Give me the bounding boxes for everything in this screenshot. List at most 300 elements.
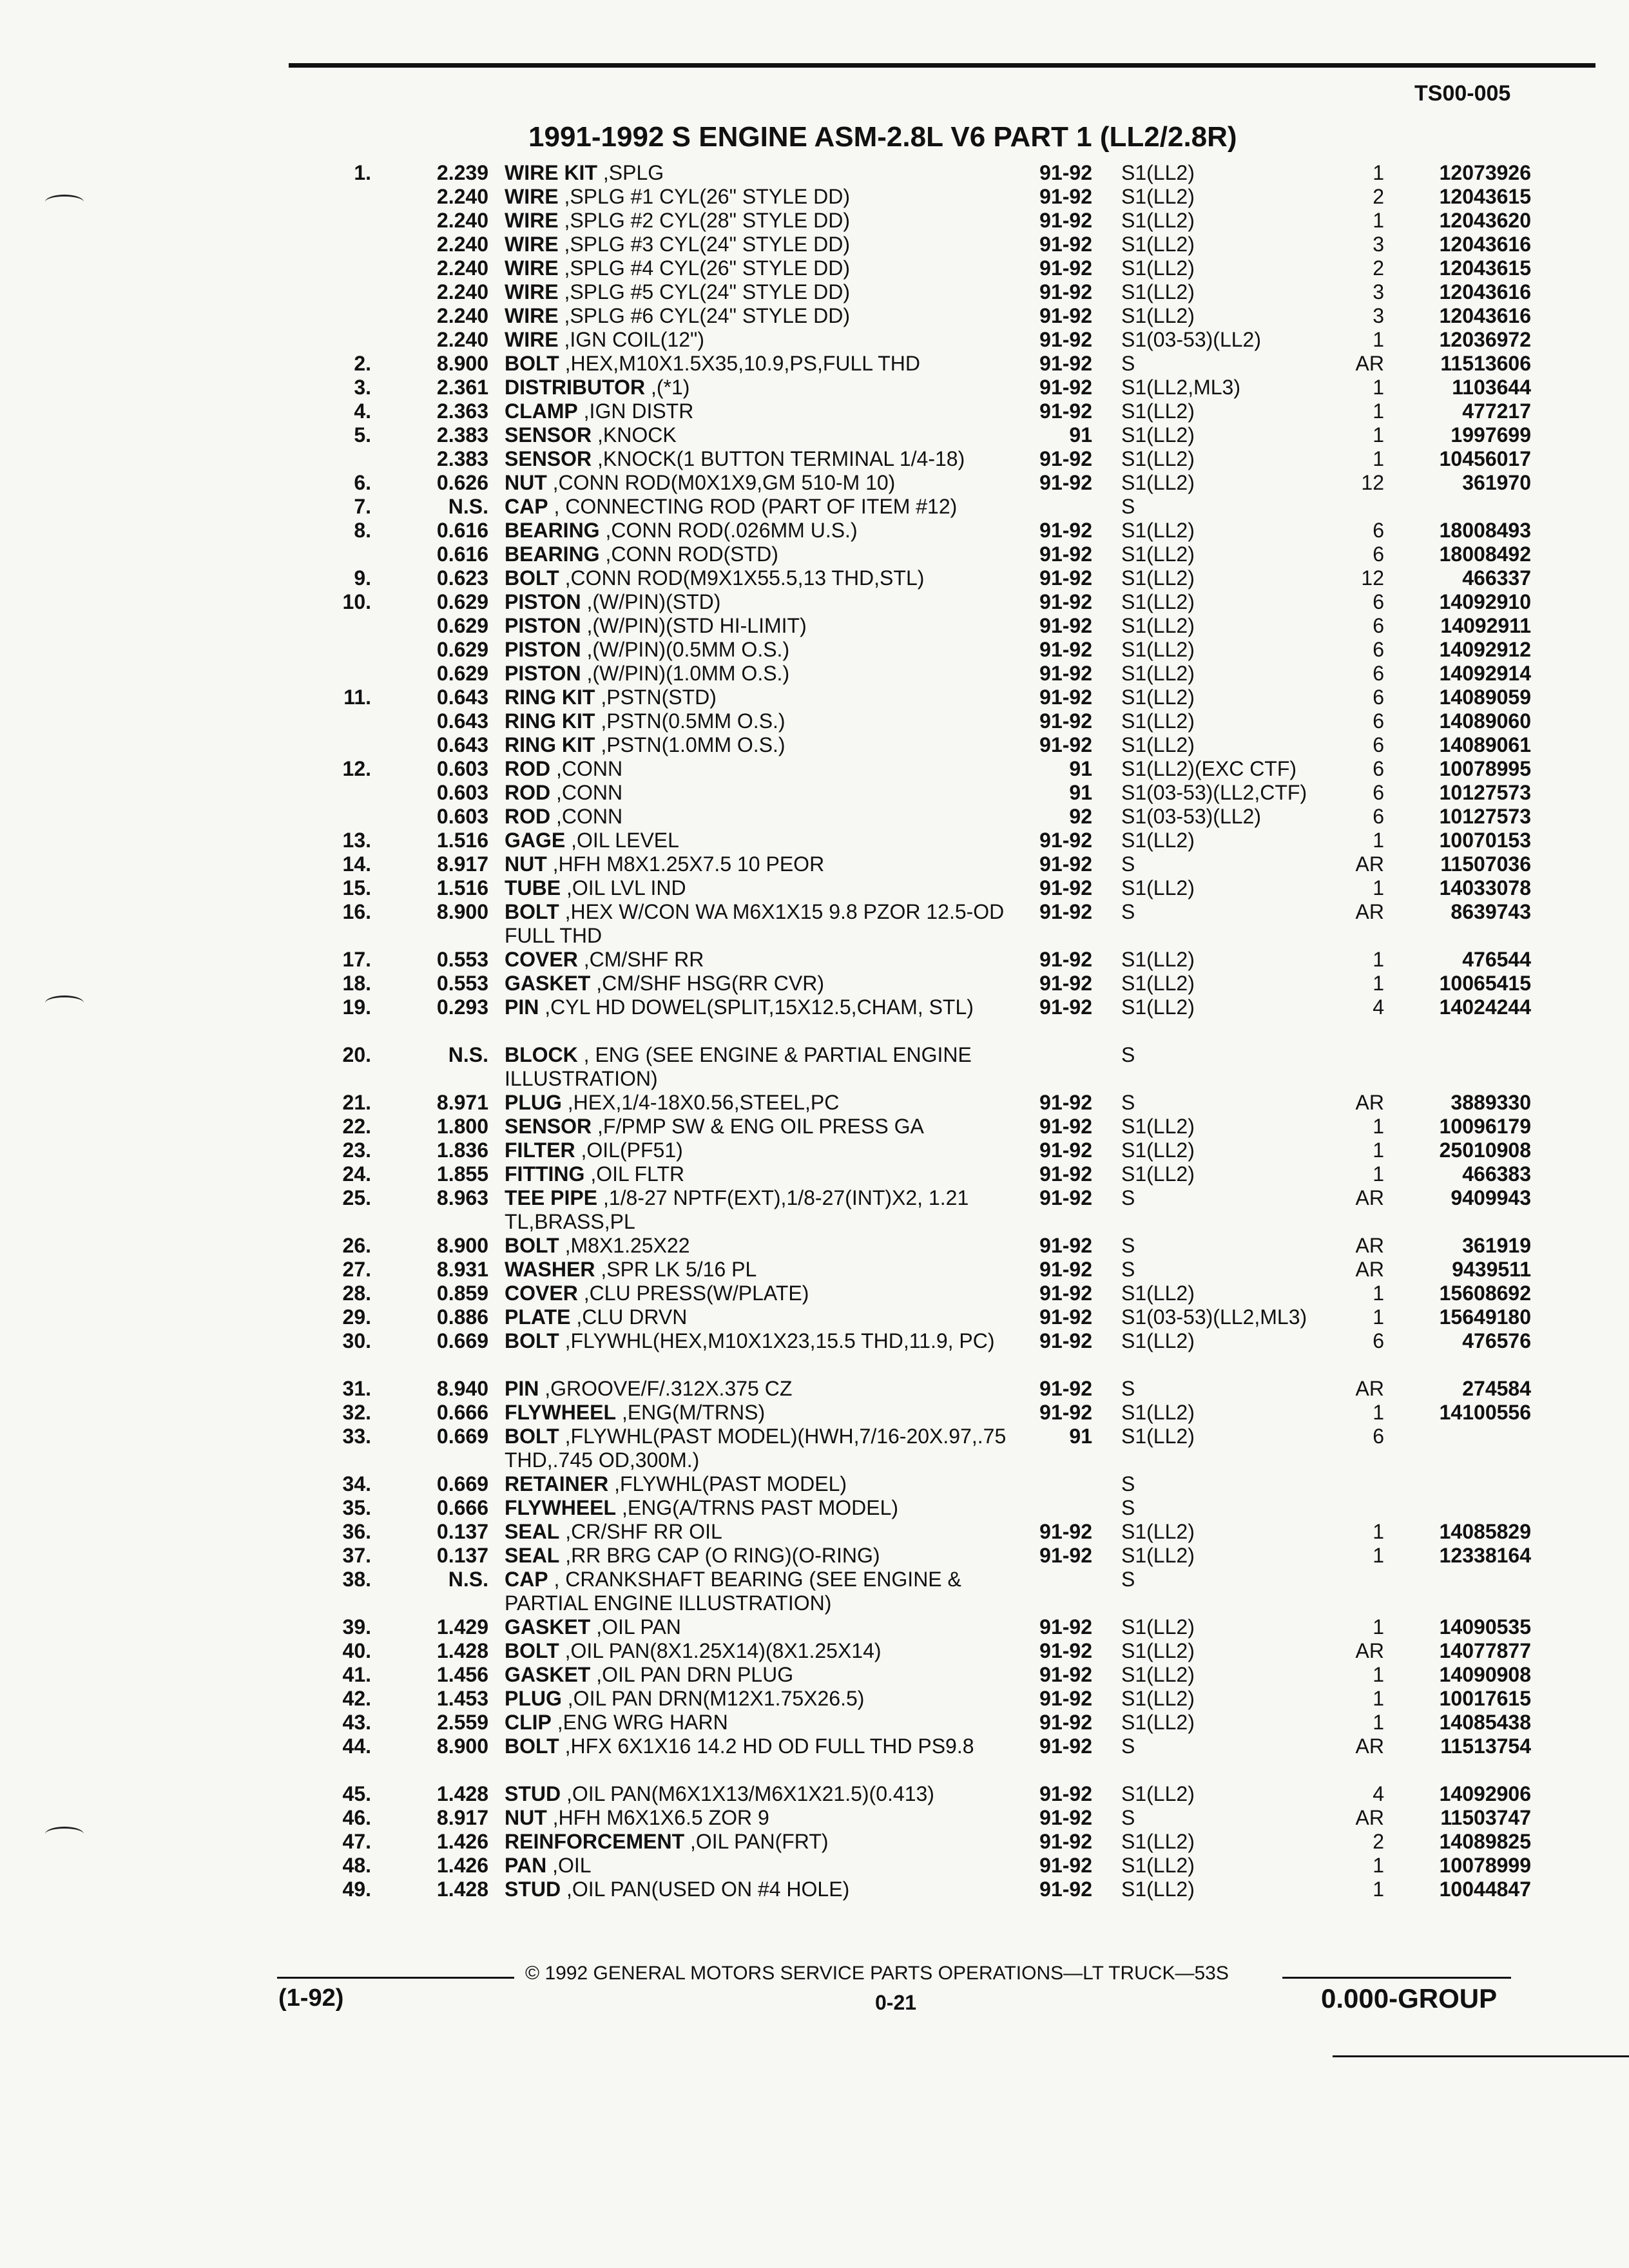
part-number: 14092910 xyxy=(1439,590,1531,613)
quantity: 1 xyxy=(1373,209,1384,232)
group-number: 0.669 xyxy=(436,1329,488,1352)
part-description xyxy=(505,1305,1020,1329)
model-years: 91-92 xyxy=(1039,209,1092,232)
item-number: 38. xyxy=(342,1568,371,1591)
group-number: 0.137 xyxy=(436,1520,488,1543)
quantity: 6 xyxy=(1373,543,1384,566)
part-detail: ,(W/PIN)(STD) xyxy=(586,590,721,613)
group-number: 8.971 xyxy=(436,1091,488,1114)
part-description xyxy=(505,805,1020,829)
part-number: 14085438 xyxy=(1439,1711,1531,1734)
part-name: BOLT xyxy=(505,1735,559,1758)
item-number: 4. xyxy=(354,399,371,423)
item-number: 14. xyxy=(342,852,371,876)
part-number: 476576 xyxy=(1462,1329,1531,1352)
quantity: AR xyxy=(1355,1377,1384,1400)
group-number: 1.428 xyxy=(436,1639,488,1662)
model-years: 91-92 xyxy=(1039,447,1092,470)
part-number: 10127573 xyxy=(1439,781,1531,804)
group-number: 0.629 xyxy=(436,638,488,661)
series-code: S xyxy=(1121,495,1135,518)
part-description xyxy=(505,948,1020,972)
part-description xyxy=(505,566,1020,590)
part-number: 12043616 xyxy=(1439,280,1531,303)
table-row xyxy=(0,376,1629,399)
quantity: 1 xyxy=(1373,1305,1384,1329)
part-detail: ,HFX 6X1X16 14.2 HD OD FULL THD PS9.8 xyxy=(564,1735,974,1758)
group-number: 0.666 xyxy=(436,1401,488,1424)
group-number: 0.666 xyxy=(436,1496,488,1519)
table-row xyxy=(0,233,1629,256)
part-detail: ,CONN xyxy=(556,805,623,828)
model-years: 91 xyxy=(1069,781,1092,804)
table-row xyxy=(0,1711,1629,1735)
part-description xyxy=(505,1282,1020,1305)
part-description xyxy=(505,423,1020,447)
quantity: 1 xyxy=(1373,328,1384,351)
model-years: 91-92 xyxy=(1039,543,1092,566)
series-code: S xyxy=(1121,1496,1135,1519)
item-number: 13. xyxy=(342,829,371,852)
part-description xyxy=(505,1258,1020,1282)
table-row xyxy=(0,328,1629,352)
quantity: AR xyxy=(1355,1806,1384,1829)
part-name: BOLT xyxy=(505,900,559,923)
part-detail: ,OIL PAN DRN(M12X1.75X26.5) xyxy=(567,1687,865,1710)
part-description xyxy=(505,1496,1020,1520)
quantity: 6 xyxy=(1373,1425,1384,1448)
table-row xyxy=(0,1830,1629,1854)
item-number: 46. xyxy=(342,1806,371,1829)
quantity: 1 xyxy=(1373,1139,1384,1162)
series-code: S1(LL2) xyxy=(1121,1162,1195,1186)
quantity: AR xyxy=(1355,1234,1384,1257)
part-detail: ,M8X1.25X22 xyxy=(564,1234,690,1257)
group-number: 2.361 xyxy=(436,376,488,399)
part-detail: ,CM/SHF HSG(RR CVR) xyxy=(596,972,824,995)
model-years: 91-92 xyxy=(1039,709,1092,733)
part-description xyxy=(505,1806,1020,1830)
part-number: 8639743 xyxy=(1451,900,1531,923)
quantity: 6 xyxy=(1373,686,1384,709)
part-detail: ,OIL PAN DRN PLUG xyxy=(596,1663,794,1686)
part-detail: ,HEX,M10X1.5X35,10.9,PS,FULL THD xyxy=(564,352,920,375)
part-description xyxy=(505,709,1020,733)
part-number: 14089059 xyxy=(1439,686,1531,709)
series-code: S1(LL2) xyxy=(1121,948,1195,971)
part-name: FILTER xyxy=(505,1139,575,1162)
quantity: 2 xyxy=(1373,256,1384,280)
part-description xyxy=(505,328,1020,352)
part-name: BOLT xyxy=(505,566,559,590)
part-name: BOLT xyxy=(505,1425,559,1448)
part-detail: ,KNOCK xyxy=(597,423,677,447)
part-number: 12043616 xyxy=(1439,233,1531,256)
series-code: S1(03-53)(LL2) xyxy=(1121,805,1261,828)
series-code: S1(LL2) xyxy=(1121,161,1195,184)
quantity: 1 xyxy=(1373,161,1384,184)
part-description xyxy=(505,1878,1020,1901)
group-number: 2.239 xyxy=(436,161,488,184)
group-number: N.S. xyxy=(448,495,488,518)
model-years: 91-92 xyxy=(1039,1258,1092,1281)
part-name: WIRE xyxy=(505,328,559,351)
part-number: 15608692 xyxy=(1439,1282,1531,1305)
part-description xyxy=(505,733,1020,757)
part-detail: ,CONN ROD(M0X1X9,GM 510-M 10) xyxy=(552,471,896,494)
table-row xyxy=(0,1186,1629,1234)
part-name: PISTON xyxy=(505,662,581,685)
table-row xyxy=(0,352,1629,376)
part-detail: ,RR BRG CAP (O RING)(O-RING) xyxy=(565,1544,880,1567)
part-number: 18008493 xyxy=(1439,519,1531,542)
model-years: 91-92 xyxy=(1039,995,1092,1019)
footer-rule-left xyxy=(277,1977,514,1979)
margin-mark xyxy=(45,195,84,209)
quantity: 6 xyxy=(1373,614,1384,637)
group-number: 0.616 xyxy=(436,543,488,566)
group-number: 8.917 xyxy=(436,1806,488,1829)
series-code: S xyxy=(1121,900,1135,923)
group-number: N.S. xyxy=(448,1568,488,1591)
series-code: S1(LL2) xyxy=(1121,1115,1195,1138)
item-number: 11. xyxy=(343,686,371,709)
item-number: 28. xyxy=(342,1282,371,1305)
series-code: S1(03-53)(LL2,ML3) xyxy=(1121,1305,1307,1329)
part-number: 14092906 xyxy=(1439,1782,1531,1805)
page-number: 0-21 xyxy=(875,1991,917,2014)
part-detail: ,(W/PIN)(1.0MM O.S.) xyxy=(586,662,790,685)
table-row xyxy=(0,948,1629,972)
quantity: 3 xyxy=(1373,233,1384,256)
series-code: S xyxy=(1121,1377,1135,1400)
part-name: WIRE xyxy=(505,233,559,256)
model-years: 91-92 xyxy=(1039,328,1092,351)
part-detail: ,SPR LK 5/16 PL xyxy=(601,1258,757,1281)
part-number: 14090908 xyxy=(1439,1663,1531,1686)
model-years: 91-92 xyxy=(1039,1735,1092,1758)
table-row xyxy=(0,1639,1629,1663)
group-number: 1.516 xyxy=(436,876,488,899)
part-detail: ,OIL PAN(USED ON #4 HOLE) xyxy=(566,1878,850,1901)
part-name: SENSOR xyxy=(505,447,592,470)
quantity: 6 xyxy=(1373,757,1384,780)
table-row xyxy=(0,829,1629,852)
part-detail: ,(*1) xyxy=(650,376,690,399)
item-number: 24. xyxy=(342,1162,371,1186)
table-row xyxy=(0,781,1629,805)
part-number: 274584 xyxy=(1462,1377,1531,1400)
model-years: 91-92 xyxy=(1039,1544,1092,1567)
table-row xyxy=(0,1377,1629,1401)
part-description xyxy=(505,280,1020,304)
part-number: 14077877 xyxy=(1439,1639,1531,1662)
part-detail: ,SPLG #1 CYL(26" STYLE DD) xyxy=(564,185,850,208)
part-number: 476544 xyxy=(1462,948,1531,971)
table-row xyxy=(0,709,1629,733)
group-number: N.S. xyxy=(448,1043,488,1066)
group-number: 1.426 xyxy=(436,1830,488,1853)
quantity: AR xyxy=(1355,1091,1384,1114)
model-years: 91-92 xyxy=(1039,972,1092,995)
part-name: STUD xyxy=(505,1782,561,1805)
series-code: S1(LL2) xyxy=(1121,1854,1195,1877)
group-number: 0.629 xyxy=(436,614,488,637)
item-number: 6. xyxy=(354,471,371,494)
part-number: 11507036 xyxy=(1440,852,1531,876)
group-label: 0.000-GROUP xyxy=(1321,1983,1498,2013)
table-row xyxy=(0,1115,1629,1139)
part-detail: ,CLU DRVN xyxy=(576,1305,688,1329)
series-code: S1(LL2) xyxy=(1121,1639,1195,1662)
group-number: 2.240 xyxy=(436,256,488,280)
part-name: WIRE xyxy=(505,185,559,208)
series-code: S1(LL2) xyxy=(1121,566,1195,590)
model-years: 91-92 xyxy=(1039,686,1092,709)
item-number: 30. xyxy=(342,1329,371,1352)
group-number: 0.553 xyxy=(436,948,488,971)
part-number: 14085829 xyxy=(1439,1520,1531,1543)
model-years: 91-92 xyxy=(1039,1711,1092,1734)
table-row xyxy=(0,1401,1629,1425)
item-number: 39. xyxy=(342,1615,371,1639)
model-years: 91-92 xyxy=(1039,233,1092,256)
group-number: 0.629 xyxy=(436,590,488,613)
part-description xyxy=(505,1544,1020,1568)
table-row xyxy=(0,1329,1629,1377)
part-number: 466337 xyxy=(1462,566,1531,590)
part-name: SEAL xyxy=(505,1544,560,1567)
part-name: DISTRIBUTOR xyxy=(505,376,646,399)
model-years: 91-92 xyxy=(1039,662,1092,685)
item-number: 10. xyxy=(342,590,371,613)
table-row xyxy=(0,852,1629,876)
part-detail: ,CONN ROD(STD) xyxy=(605,543,778,566)
quantity: 6 xyxy=(1373,519,1384,542)
part-name: ROD xyxy=(505,805,551,828)
part-description xyxy=(505,161,1020,185)
group-number: 8.900 xyxy=(436,900,488,923)
table-row xyxy=(0,471,1629,495)
series-code: S1(LL2) xyxy=(1121,638,1195,661)
item-number: 22. xyxy=(342,1115,371,1138)
part-number: 1997699 xyxy=(1451,423,1531,447)
part-description xyxy=(505,399,1020,423)
part-number: 10456017 xyxy=(1439,447,1531,470)
table-row xyxy=(0,209,1629,233)
part-description xyxy=(505,1711,1020,1735)
part-description xyxy=(505,1782,1020,1806)
series-code: S xyxy=(1121,852,1135,876)
quantity: 4 xyxy=(1373,1782,1384,1805)
part-detail: ,KNOCK(1 BUTTON TERMINAL 1/4-18) xyxy=(597,447,965,470)
part-description xyxy=(505,781,1020,805)
series-code: S xyxy=(1121,1091,1135,1114)
group-number: 1.855 xyxy=(436,1162,488,1186)
part-description xyxy=(505,471,1020,495)
model-years: 91-92 xyxy=(1039,1091,1092,1114)
model-years: 91-92 xyxy=(1039,1377,1092,1400)
model-years: 91-92 xyxy=(1039,1139,1092,1162)
series-code: S1(LL2) xyxy=(1121,995,1195,1019)
model-years: 91-92 xyxy=(1039,161,1092,184)
part-description xyxy=(505,495,1020,519)
series-code: S1(LL2) xyxy=(1121,471,1195,494)
quantity: 6 xyxy=(1373,805,1384,828)
part-detail: ,ENG WRG HARN xyxy=(557,1711,728,1734)
group-number: 2.240 xyxy=(436,185,488,208)
part-name: CLAMP xyxy=(505,399,578,423)
table-row xyxy=(0,662,1629,686)
part-name: RETAINER xyxy=(505,1472,609,1495)
series-code: S1(LL2) xyxy=(1121,1329,1195,1352)
quantity: 3 xyxy=(1373,280,1384,303)
quantity: 1 xyxy=(1373,376,1384,399)
quantity: 1 xyxy=(1373,1520,1384,1543)
part-number: 12338164 xyxy=(1439,1544,1531,1567)
part-description xyxy=(505,233,1020,256)
part-detail: ,OIL xyxy=(552,1854,592,1877)
part-name: BOLT xyxy=(505,1639,559,1662)
part-description xyxy=(505,614,1020,638)
part-detail: ,CYL HD DOWEL(SPLIT,15X12.5,CHAM, STL) xyxy=(545,995,974,1019)
part-description xyxy=(505,256,1020,280)
model-years: 91-92 xyxy=(1039,1282,1092,1305)
quantity: 12 xyxy=(1361,471,1384,494)
group-number: 0.603 xyxy=(436,805,488,828)
quantity: 6 xyxy=(1373,709,1384,733)
top-rule xyxy=(289,63,1595,68)
series-code: S1(LL2) xyxy=(1121,1711,1195,1734)
part-description xyxy=(505,1377,1020,1401)
group-number: 8.900 xyxy=(436,1735,488,1758)
table-row xyxy=(0,805,1629,829)
item-number: 20. xyxy=(342,1043,371,1066)
part-name: GASKET xyxy=(505,1663,591,1686)
model-years: 92 xyxy=(1069,805,1092,828)
quantity: 1 xyxy=(1373,1544,1384,1567)
part-number: 14089061 xyxy=(1439,733,1531,756)
model-years: 91-92 xyxy=(1039,948,1092,971)
part-number: 361919 xyxy=(1462,1234,1531,1257)
bottom-right-rule xyxy=(1333,2055,1629,2057)
item-number: 2. xyxy=(354,352,371,375)
part-description xyxy=(505,1735,1020,1758)
part-name: BEARING xyxy=(505,519,600,542)
part-name: COVER xyxy=(505,948,578,971)
group-number: 2.383 xyxy=(436,423,488,447)
part-name: WIRE xyxy=(505,280,559,303)
series-code: S1(LL2) xyxy=(1121,423,1195,447)
table-row xyxy=(0,1472,1629,1496)
table-row xyxy=(0,1520,1629,1544)
group-number: 2.240 xyxy=(436,209,488,232)
quantity: 1 xyxy=(1373,1162,1384,1186)
series-code: S xyxy=(1121,1258,1135,1281)
model-years: 91-92 xyxy=(1039,566,1092,590)
quantity: 6 xyxy=(1373,590,1384,613)
group-number: 0.293 xyxy=(436,995,488,1019)
part-name: BLOCK xyxy=(505,1043,578,1066)
series-code: S1(LL2) xyxy=(1121,662,1195,685)
quantity: 2 xyxy=(1373,185,1384,208)
part-name: PISTON xyxy=(505,590,581,613)
part-detail: ,FLYWHL(PAST MODEL) xyxy=(614,1472,847,1495)
series-code: S xyxy=(1121,1186,1135,1209)
item-number: 41. xyxy=(342,1663,371,1686)
part-number: 12036972 xyxy=(1439,328,1531,351)
part-description xyxy=(505,1234,1020,1258)
part-name: CAP xyxy=(505,1568,548,1591)
table-row xyxy=(0,1687,1629,1711)
part-name: PAN xyxy=(505,1854,547,1877)
part-description xyxy=(505,829,1020,852)
part-detail: ,HEX W/CON WA M6X1X15 9.8 PZOR 12.5-OD FULL THD xyxy=(505,900,1005,947)
part-name: PIN xyxy=(505,995,539,1019)
series-code: S1(LL2) xyxy=(1121,1878,1195,1901)
part-number: 14024244 xyxy=(1439,995,1531,1019)
part-detail: , CRANKSHAFT BEARING (SEE ENGINE & PARTIAL ENGINE ILLUSTRATION) xyxy=(505,1568,961,1615)
quantity: 1 xyxy=(1373,423,1384,447)
series-code: S1(LL2) xyxy=(1121,256,1195,280)
series-code: S xyxy=(1121,1043,1135,1066)
part-description xyxy=(505,1687,1020,1711)
quantity: AR xyxy=(1355,352,1384,375)
quantity: AR xyxy=(1355,852,1384,876)
model-years: 91-92 xyxy=(1039,256,1092,280)
table-row xyxy=(0,1091,1629,1115)
series-code: S1(LL2) xyxy=(1121,543,1195,566)
quantity: AR xyxy=(1355,1735,1384,1758)
series-code: S1(LL2) xyxy=(1121,1615,1195,1639)
part-name: FLYWHEEL xyxy=(505,1401,617,1424)
part-number: 9439511 xyxy=(1452,1258,1531,1281)
part-detail: ,OIL(PF51) xyxy=(581,1139,683,1162)
part-detail: ,OIL PAN(M6X1X13/M6X1X21.5)(0.413) xyxy=(566,1782,934,1805)
table-row xyxy=(0,1043,1629,1091)
part-description xyxy=(505,686,1020,709)
part-detail: ,SPLG #4 CYL(26" STYLE DD) xyxy=(564,256,850,280)
item-number: 44. xyxy=(342,1735,371,1758)
group-number: 8.900 xyxy=(436,1234,488,1257)
part-description xyxy=(505,1329,1020,1353)
item-number: 7. xyxy=(354,495,371,518)
quantity: 1 xyxy=(1373,399,1384,423)
table-row xyxy=(0,1615,1629,1639)
part-description xyxy=(505,1091,1020,1115)
group-number: 1.453 xyxy=(436,1687,488,1710)
part-name: RING KIT xyxy=(505,686,595,709)
part-name: RING KIT xyxy=(505,709,595,733)
part-name: TUBE xyxy=(505,876,561,899)
series-code: S1(LL2) xyxy=(1121,280,1195,303)
item-number: 29. xyxy=(342,1305,371,1329)
part-description xyxy=(505,757,1020,781)
table-row xyxy=(0,900,1629,948)
group-number: 0.603 xyxy=(436,781,488,804)
table-row xyxy=(0,519,1629,543)
part-name: GASKET xyxy=(505,1615,591,1639)
group-number: 2.240 xyxy=(436,304,488,327)
part-name: RING KIT xyxy=(505,733,595,756)
group-number: 8.940 xyxy=(436,1377,488,1400)
series-code: S1(LL2,ML3) xyxy=(1121,376,1240,399)
series-code: S1(LL2)(EXC CTF) xyxy=(1121,757,1297,780)
model-years: 91-92 xyxy=(1039,280,1092,303)
document-code: TS00-005 xyxy=(1414,81,1511,106)
item-number: 27. xyxy=(342,1258,371,1281)
item-number: 31. xyxy=(342,1377,371,1400)
